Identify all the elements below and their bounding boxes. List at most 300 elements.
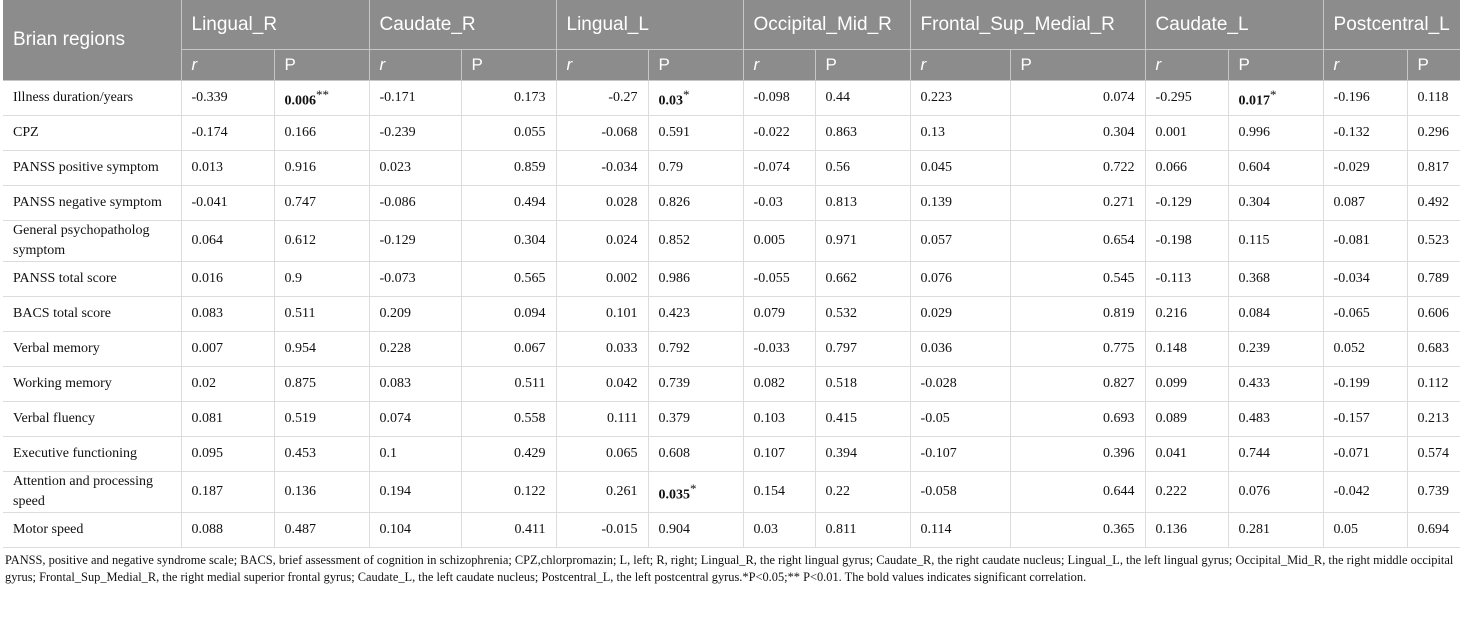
p-value [1010, 186, 1145, 221]
p-value [815, 151, 910, 186]
table-footnote: PANSS, positive and negative syndrome scale; BACS, brief assessment of cognition in schizophrenia; CPZ,chlorpromazin; L, left; R, right; Lingual_R, the right lingual gyrus; Caudate_R, the right caudate nucleus; Lingual_L, the left lingual gyrus; Occipital_Mid_R, the right middle occipital gyrus; Frontal_Sup_Medial_R, the right medial superior frontal gyrus; Caudate_L, the left caudate nucleus; Postcentral_L, the left postcentral gyrus.*P<0.05;** P<0.01. The bold values indicates significant correlation. [5, 553, 1454, 584]
r-value: 0.089 [1145, 402, 1228, 437]
r-value: 0.099 [1145, 367, 1228, 402]
p-value-text: 0.379 [658, 411, 691, 426]
p-value-text: 0.971 [825, 233, 858, 248]
p-value-text: 0.662 [825, 271, 858, 286]
region-header: Occipital_Mid_R [743, 0, 910, 50]
region-header: Lingual_L [556, 0, 743, 50]
row-label: BACS total score [3, 297, 181, 332]
p-subheader: P [274, 50, 369, 81]
p-value [1228, 297, 1323, 332]
p-value-text: 0.789 [1417, 271, 1450, 286]
table-row [3, 81, 1460, 116]
p-value [274, 221, 369, 262]
p-value [274, 151, 369, 186]
p-value-text: 0.747 [284, 195, 316, 210]
region-header: Lingual_R [181, 0, 369, 50]
r-value: 0.154 [743, 472, 815, 513]
p-value-text: 0.591 [658, 125, 691, 140]
r-value: -0.073 [369, 262, 461, 297]
r-value: 0.222 [1145, 472, 1228, 513]
r-value: 0.041 [1145, 437, 1228, 472]
row-label: Verbal fluency [3, 402, 181, 437]
p-value [815, 186, 910, 221]
r-value: 0.148 [1145, 332, 1228, 367]
r-value: 0.082 [743, 367, 815, 402]
table-row [3, 116, 1460, 151]
p-value-text: 0.511 [284, 306, 316, 321]
p-value [461, 332, 556, 367]
p-value-text: 0.612 [284, 233, 316, 248]
r-value: -0.129 [369, 221, 461, 262]
p-value [1407, 472, 1460, 513]
p-value-text: 0.453 [284, 446, 316, 461]
p-value [274, 437, 369, 472]
significance-marker: * [1270, 86, 1277, 102]
region-header: Caudate_L [1145, 0, 1323, 50]
p-value-text: 0.827 [1103, 376, 1135, 391]
r-value: 0.013 [181, 151, 274, 186]
r-value: -0.107 [910, 437, 1010, 472]
p-value [461, 472, 556, 513]
p-value [815, 367, 910, 402]
p-value [1407, 221, 1460, 262]
p-value-text: 0.817 [1417, 160, 1450, 175]
r-value: -0.05 [910, 402, 1010, 437]
p-value-text: 0.239 [1238, 341, 1271, 356]
r-value: 0.079 [743, 297, 815, 332]
r-value: 0.02 [181, 367, 274, 402]
p-value [461, 513, 556, 548]
p-value [648, 437, 743, 472]
p-value [815, 81, 910, 116]
p-value [1010, 297, 1145, 332]
p-value-text: 0.271 [1103, 195, 1135, 210]
r-value: -0.086 [369, 186, 461, 221]
p-value [1228, 151, 1323, 186]
r-value: 0.139 [910, 186, 1010, 221]
p-value-text: 0.863 [825, 125, 858, 140]
p-value [1010, 437, 1145, 472]
p-value [815, 221, 910, 262]
p-value-text: 0.519 [284, 411, 316, 426]
p-value [1010, 151, 1145, 186]
r-value: 0.042 [556, 367, 648, 402]
row-label: PANSS positive symptom [3, 151, 181, 186]
r-value: -0.239 [369, 116, 461, 151]
p-value-text: 0.136 [284, 484, 316, 499]
r-value: 0.104 [369, 513, 461, 548]
p-value-text: 0.9 [284, 271, 302, 286]
r-value: -0.198 [1145, 221, 1228, 262]
p-value-text: 0.365 [1103, 522, 1135, 537]
p-value-text: 0.118 [1417, 90, 1449, 105]
p-value-text: 0.112 [1417, 376, 1449, 391]
p-value [648, 151, 743, 186]
p-value-text: 0.852 [658, 233, 691, 248]
p-value [1407, 81, 1460, 116]
p-subheader: P [648, 50, 743, 81]
row-label: CPZ [3, 116, 181, 151]
p-value-text: 0.394 [825, 446, 858, 461]
p-value [1010, 116, 1145, 151]
r-value: 0.001 [1145, 116, 1228, 151]
p-subheader: P [461, 50, 556, 81]
r-value: -0.098 [743, 81, 815, 116]
table-row [3, 367, 1460, 402]
p-value-text: 0.166 [284, 125, 316, 140]
p-value [1407, 367, 1460, 402]
r-value: -0.03 [743, 186, 815, 221]
table-row [3, 262, 1460, 297]
p-value [1407, 186, 1460, 221]
p-value [1407, 151, 1460, 186]
p-value [1010, 367, 1145, 402]
p-value-text: 0.115 [1238, 233, 1270, 248]
p-value [274, 186, 369, 221]
significant-p-value: 0.006 [284, 93, 316, 109]
p-value-text: 0.423 [658, 306, 691, 321]
p-value [815, 262, 910, 297]
row-label: General psychopatholog symptom [3, 221, 181, 262]
r-value: -0.034 [556, 151, 648, 186]
r-value: -0.132 [1323, 116, 1407, 151]
p-value-text: 0.739 [658, 376, 691, 391]
p-value-text: 0.483 [1238, 411, 1271, 426]
r-value: -0.029 [1323, 151, 1407, 186]
p-value-text: 0.487 [284, 522, 316, 537]
p-value [1010, 402, 1145, 437]
p-value-text: 0.433 [1238, 376, 1271, 391]
r-value: 0.002 [556, 262, 648, 297]
r-value: -0.27 [556, 81, 648, 116]
p-value [648, 81, 743, 116]
p-value [1407, 332, 1460, 367]
significant-p-value: 0.035 [658, 487, 691, 503]
p-value-text: 0.644 [1103, 484, 1135, 499]
r-value: 0.033 [556, 332, 648, 367]
p-value [1010, 513, 1145, 548]
r-value: 0.074 [369, 402, 461, 437]
p-subheader: P [1228, 50, 1323, 81]
r-subheader: r [556, 50, 648, 81]
r-value: 0.083 [181, 297, 274, 332]
p-value [1228, 186, 1323, 221]
r-value: -0.074 [743, 151, 815, 186]
p-value-text: 0.084 [1238, 306, 1271, 321]
p-value-text: 0.608 [658, 446, 691, 461]
p-value [648, 297, 743, 332]
r-value: 0.083 [369, 367, 461, 402]
r-value: 0.107 [743, 437, 815, 472]
r-value: 0.065 [556, 437, 648, 472]
r-value: -0.015 [556, 513, 648, 548]
corner-header: Brian regions [3, 0, 181, 81]
p-value-text: 0.429 [514, 446, 546, 461]
table-row [3, 151, 1460, 186]
p-value-text: 0.875 [284, 376, 316, 391]
r-value: 0.007 [181, 332, 274, 367]
p-value [1228, 262, 1323, 297]
p-value-text: 0.44 [825, 90, 851, 105]
r-value: -0.129 [1145, 186, 1228, 221]
p-value [1407, 402, 1460, 437]
significance-marker: * [683, 86, 690, 102]
p-value [1407, 437, 1460, 472]
p-value-text: 0.916 [284, 160, 316, 175]
p-value-text: 0.213 [1417, 411, 1450, 426]
p-value-text: 0.56 [825, 160, 851, 175]
r-value: 0.103 [743, 402, 815, 437]
p-value [815, 437, 910, 472]
p-value [648, 221, 743, 262]
p-value-text: 0.492 [1417, 195, 1450, 210]
table-row [3, 472, 1460, 513]
p-value [274, 332, 369, 367]
p-value [815, 332, 910, 367]
region-header: Caudate_R [369, 0, 556, 50]
p-value [1228, 513, 1323, 548]
p-value [461, 221, 556, 262]
r-value: 0.064 [181, 221, 274, 262]
r-value: -0.071 [1323, 437, 1407, 472]
r-value: -0.196 [1323, 81, 1407, 116]
r-value: -0.081 [1323, 221, 1407, 262]
table-row [3, 297, 1460, 332]
p-value-text: 0.304 [1103, 125, 1135, 140]
p-value-text: 0.792 [658, 341, 691, 356]
r-value: 0.187 [181, 472, 274, 513]
p-value [274, 513, 369, 548]
r-value: 0.209 [369, 297, 461, 332]
p-value-text: 0.22 [825, 484, 851, 499]
p-value-text: 0.368 [1238, 271, 1271, 286]
p-value-text: 0.396 [1103, 446, 1135, 461]
r-value: 0.223 [910, 81, 1010, 116]
p-value-text: 0.744 [1238, 446, 1271, 461]
p-value [648, 472, 743, 513]
r-value: 0.081 [181, 402, 274, 437]
p-value [1228, 472, 1323, 513]
table-row [3, 332, 1460, 367]
r-value: -0.068 [556, 116, 648, 151]
r-value: 0.095 [181, 437, 274, 472]
p-value-text: 0.281 [1238, 522, 1271, 537]
significance-marker: ** [316, 86, 329, 102]
p-value [274, 472, 369, 513]
table-row [3, 221, 1460, 262]
r-subheader: r [369, 50, 461, 81]
region-header: Frontal_Sup_Medial_R [910, 0, 1145, 50]
r-value: 0.005 [743, 221, 815, 262]
p-value [461, 437, 556, 472]
p-value-text: 0.518 [825, 376, 858, 391]
r-value: -0.042 [1323, 472, 1407, 513]
p-value-text: 0.859 [514, 160, 546, 175]
p-value-text: 0.558 [514, 411, 546, 426]
row-label: Executive functioning [3, 437, 181, 472]
r-value: 0.1 [369, 437, 461, 472]
r-value: 0.13 [910, 116, 1010, 151]
p-value [1407, 116, 1460, 151]
p-value [461, 367, 556, 402]
r-value: 0.052 [1323, 332, 1407, 367]
p-value-text: 0.296 [1417, 125, 1450, 140]
r-subheader: r [1145, 50, 1228, 81]
table-row [3, 513, 1460, 548]
r-value: 0.114 [910, 513, 1010, 548]
row-label: Verbal memory [3, 332, 181, 367]
p-value-text: 0.811 [825, 522, 857, 537]
p-value-text: 0.654 [1103, 233, 1135, 248]
r-value: 0.228 [369, 332, 461, 367]
p-value-text: 0.996 [1238, 125, 1271, 140]
r-value: -0.171 [369, 81, 461, 116]
r-value: -0.339 [181, 81, 274, 116]
p-value [1228, 81, 1323, 116]
p-value [1228, 402, 1323, 437]
r-value: -0.295 [1145, 81, 1228, 116]
r-value: 0.076 [910, 262, 1010, 297]
p-value-text: 0.79 [658, 160, 684, 175]
p-value [648, 332, 743, 367]
p-value-text: 0.694 [1417, 522, 1450, 537]
p-value [1228, 367, 1323, 402]
p-value-text: 0.304 [1238, 195, 1271, 210]
p-value-text: 0.739 [1417, 484, 1450, 499]
r-value: -0.033 [743, 332, 815, 367]
region-header: Postcentral_L [1323, 0, 1460, 50]
p-subheader: P [1407, 50, 1460, 81]
p-value [648, 402, 743, 437]
r-subheader: r [743, 50, 815, 81]
p-value [1407, 297, 1460, 332]
p-value-text: 0.826 [658, 195, 691, 210]
p-value-text: 0.574 [1417, 446, 1450, 461]
p-value [1407, 513, 1460, 548]
row-label: PANSS total score [3, 262, 181, 297]
r-value: 0.101 [556, 297, 648, 332]
p-value-text: 0.819 [1103, 306, 1135, 321]
r-value: 0.087 [1323, 186, 1407, 221]
p-value-text: 0.545 [1103, 271, 1135, 286]
p-value [815, 402, 910, 437]
p-value [461, 116, 556, 151]
p-value-text: 0.813 [825, 195, 858, 210]
r-value: -0.113 [1145, 262, 1228, 297]
p-value-text: 0.494 [514, 195, 546, 210]
r-value: -0.034 [1323, 262, 1407, 297]
p-value [648, 186, 743, 221]
r-value: -0.199 [1323, 367, 1407, 402]
p-subheader: P [1010, 50, 1145, 81]
r-value: -0.055 [743, 262, 815, 297]
p-value-text: 0.067 [514, 341, 546, 356]
table-row [3, 402, 1460, 437]
p-value [648, 262, 743, 297]
p-value-text: 0.532 [825, 306, 858, 321]
r-subheader: r [1323, 50, 1407, 81]
p-value [648, 116, 743, 151]
row-label: Attention and processing speed [3, 472, 181, 513]
r-value: 0.03 [743, 513, 815, 548]
r-value: 0.261 [556, 472, 648, 513]
r-value: 0.111 [556, 402, 648, 437]
p-value [1228, 437, 1323, 472]
p-value [274, 116, 369, 151]
r-value: 0.216 [1145, 297, 1228, 332]
r-value: 0.136 [1145, 513, 1228, 548]
p-value [648, 367, 743, 402]
r-value: 0.023 [369, 151, 461, 186]
p-value-text: 0.122 [514, 484, 546, 499]
correlation-table [3, 0, 1460, 548]
r-value: -0.065 [1323, 297, 1407, 332]
p-value-text: 0.094 [514, 306, 546, 321]
r-value: 0.016 [181, 262, 274, 297]
r-value: 0.088 [181, 513, 274, 548]
r-value: 0.024 [556, 221, 648, 262]
r-subheader: r [910, 50, 1010, 81]
p-value [274, 297, 369, 332]
p-value [815, 513, 910, 548]
p-subheader: P [815, 50, 910, 81]
p-value-text: 0.511 [514, 376, 546, 391]
p-value-text: 0.904 [658, 522, 691, 537]
p-value-text: 0.775 [1103, 341, 1135, 356]
p-value [1010, 262, 1145, 297]
table-row [3, 437, 1460, 472]
p-value [1010, 81, 1145, 116]
p-value-text: 0.986 [658, 271, 691, 286]
r-value: 0.05 [1323, 513, 1407, 548]
p-value [461, 402, 556, 437]
p-value [1228, 221, 1323, 262]
r-value: 0.194 [369, 472, 461, 513]
p-value [1228, 116, 1323, 151]
p-value [1010, 221, 1145, 262]
p-value [461, 81, 556, 116]
p-value [648, 513, 743, 548]
p-value [461, 262, 556, 297]
r-value: 0.057 [910, 221, 1010, 262]
p-value-text: 0.074 [1103, 90, 1135, 105]
row-label: Working memory [3, 367, 181, 402]
p-value-text: 0.693 [1103, 411, 1135, 426]
r-value: 0.036 [910, 332, 1010, 367]
p-value [1010, 332, 1145, 367]
r-value: -0.022 [743, 116, 815, 151]
significant-p-value: 0.03 [658, 93, 684, 109]
r-value: -0.174 [181, 116, 274, 151]
r-value: 0.045 [910, 151, 1010, 186]
p-value [815, 472, 910, 513]
r-value: -0.058 [910, 472, 1010, 513]
p-value [1228, 332, 1323, 367]
p-value-text: 0.076 [1238, 484, 1271, 499]
p-value [1010, 472, 1145, 513]
p-value-text: 0.606 [1417, 306, 1450, 321]
p-value [461, 297, 556, 332]
p-value [1407, 262, 1460, 297]
r-subheader: r [181, 50, 274, 81]
p-value [815, 116, 910, 151]
p-value-text: 0.722 [1103, 160, 1135, 175]
significance-marker: * [690, 480, 697, 496]
row-label: Motor speed [3, 513, 181, 548]
p-value-text: 0.954 [284, 341, 316, 356]
